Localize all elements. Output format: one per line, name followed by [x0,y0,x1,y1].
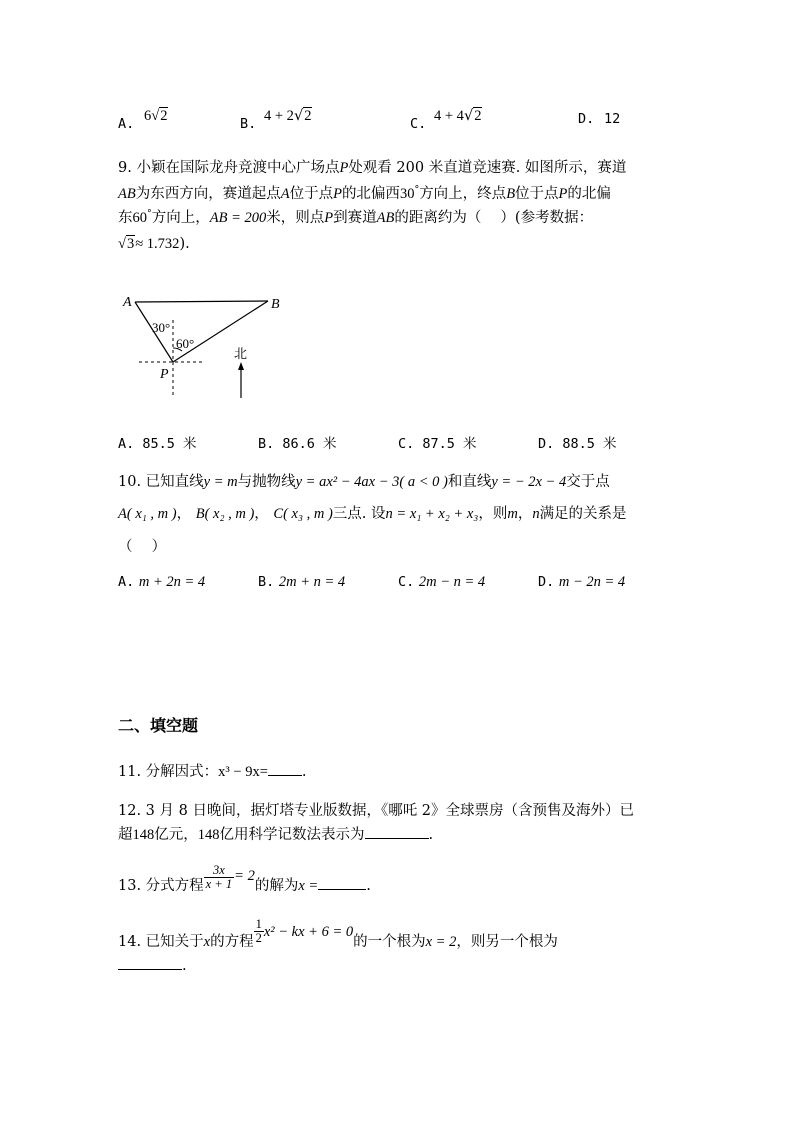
segment-ab [135,301,268,302]
q10-paren: （ ） [118,539,167,555]
q9-option-a: A. 85.5 米 [118,436,197,452]
q8-option-b: 4 + 2√2 [264,108,312,124]
q10-option-c: C. 2m − n = 4 [398,574,486,590]
q9-line-4: √3≈ 1.732). [118,236,190,252]
q12-line-2: 超148亿元，148亿用科学记数法表示为 . [118,827,434,843]
q10-line-1: 10. 已知直线y = m与抛物线y = ax² − 4ax − 3( a < 0 )和直线y = − 2x − 4交于点 [118,474,610,490]
q14-line-2: . [118,956,187,974]
label-a: A [123,295,132,310]
q9-line-1: 9. 小颖在国际龙舟竞渡中心广场点P处观看 200 米直道竞速赛. 如图所示，赛道 [118,160,627,176]
section-heading: 二、填空题 [118,716,199,735]
label-b: B [271,297,280,312]
q10-option-b: B. 2m + n = 4 [258,574,346,590]
fraction: $\frac{1}{2}$ [255,917,262,945]
answer-blank[interactable] [268,762,302,776]
q9-option-b: B. 86.6 米 [258,436,337,452]
q8-option-d: 12 [604,111,621,127]
q14-line-1: 14. 已知关于x的方程 $\frac{1}{2}$ x² − kx + 6 = 0的一个根为x = 2，则另一个根为 [118,917,558,950]
q12-line-1: 12. 3 月 8 日晚间，据灯塔专业版数据，《哪吒 2》全球票房（含预售及海外）已 [118,803,635,819]
q9-line-2: AB为东西方向，赛道起点A位于点P的北偏西30°方向上，终点B位于点P的北偏 [118,184,611,202]
q8-option-c: 4 + 4√2 [434,108,482,124]
q10-line-2: A( x₁ , m )， B( x₂ , m )， C( x₃ , m )三点. 设n = x₁ + x₂ + x₃，则m，n满足的关系是 [118,506,627,522]
q9-line-3: 东60°方向上，AB = 200米，则点P到赛道AB的距离约为（ ）(参考数据： [118,208,594,226]
q9-figure [115,290,290,402]
q10-option-d: D. m − 2n = 4 [538,574,626,590]
q11: 11. 分解因式：x³ − 9x= . [118,764,307,780]
q8-option-a: 6√2 [144,108,168,124]
q8-option-d-label: D. [578,111,595,127]
q9-option-c: C. 87.5 米 [398,436,477,452]
label-angle-30: 30° [152,320,171,335]
q8-option-a-label: A. [118,116,135,132]
q13: 13. 分式方程 $\frac{3x}{x + 1}$ = 2的解为x = . [118,863,371,894]
q10-option-a: A. m + 2n = 4 [118,574,206,590]
answer-blank[interactable] [365,825,429,839]
answer-blank[interactable] [118,956,182,970]
segment-bp [173,301,268,362]
fraction: $\frac{3x}{x + 1}$ [205,863,233,891]
q8-option-b-label: B. [240,116,257,132]
label-north: 北 [234,347,248,362]
answer-blank[interactable] [318,876,366,890]
label-angle-60: 60° [176,336,195,351]
q9-option-d: D. 88.5 米 [538,436,617,452]
label-p: P [160,367,169,382]
q8-option-c-label: C. [410,116,427,132]
north-arrow-head [238,362,244,370]
